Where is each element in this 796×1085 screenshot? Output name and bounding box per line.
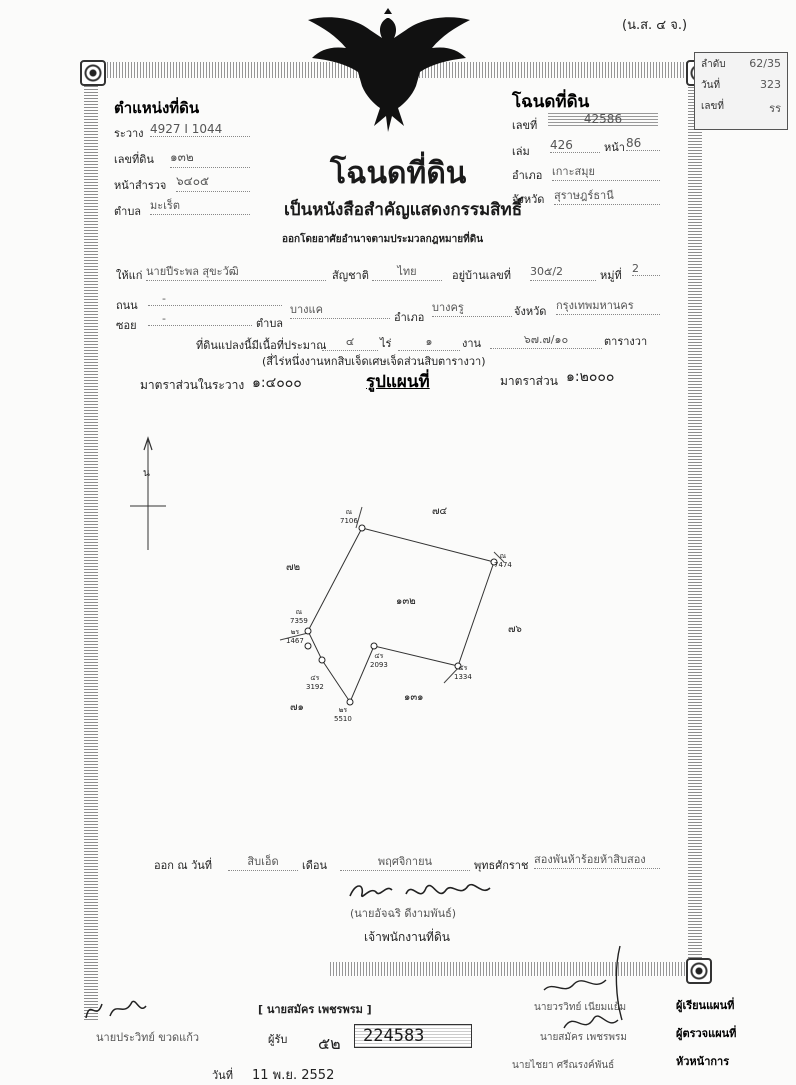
map-title: รูปแผนที่ [366,372,430,392]
serial-number: 224583 [354,1024,472,1048]
boundary-marker [371,643,377,649]
survey-value: ๖๔๐๕ [176,172,250,192]
name-stamp: [ นายสมัคร เพชรพรม ] [258,1003,372,1016]
garuda-emblem-icon [300,8,475,133]
book-value: 426 [550,138,600,153]
owner-province-value: กรุงเทพมหานคร [556,296,660,315]
stamp-value: รร [769,102,781,115]
point-label: ๔ร 1334 [454,664,472,681]
nationality-label: สัญชาติ [332,269,369,282]
date-stamp: 11 พ.ย. 2552 [252,1068,335,1083]
border-left [84,60,98,1020]
signature-icon [346,876,496,906]
parcel-map [100,420,680,740]
boundary-marker [347,699,353,705]
owner-name: นายปีระพล สุขะวัฒิ [146,262,326,281]
code-value: ๕๒ [318,1034,341,1053]
boundary-marker [319,657,325,663]
issued-label: ออก ณ วันที่ [154,859,213,872]
tambon-label: ตำบล [114,205,142,218]
survey-label: หน้าสำรวจ [114,179,167,192]
border-right [688,70,702,970]
date-prefix: วันที่ [212,1069,233,1082]
scale-left-value: ๑:๔๐๐๐ [252,375,302,391]
scale-right-value: ๑:๒๐๐๐ [566,369,615,385]
official-role: ผู้ตรวจแผนที่ [676,1027,737,1040]
moo-label: หมู่ที่ [600,269,622,282]
area-rai-value: ๔ [322,332,378,351]
to-label: ให้แก่ [116,269,143,282]
registry-stamp [694,52,788,130]
issued-year: สองพันห้าร้อยห้าสิบสอง [534,850,660,869]
scale-right-label: มาตราส่วน [500,374,558,388]
sheet-label: ระวาง [114,127,144,140]
tambon-value: มะเร็ต [150,196,250,215]
official-name: นายไชยา ศรีณรงค์พันธ์ [512,1060,615,1071]
owner-tambon-value: บางแค [290,300,390,319]
neighbor-label: ๗๔ [432,506,448,517]
area-wa-value: ๖๗.๗/๑๐ [490,330,602,349]
official-signatures-icon [534,940,644,1050]
owner-tambon-label: ตำบล [256,317,284,330]
signatory-title: เจ้าพนักงานที่ดิน [364,930,450,944]
stamp-label: ลำดับ [701,59,726,70]
issued-day: สิบเอ็ด [228,852,298,871]
official-role: ผู้เรียนแผนที่ [676,999,735,1012]
month-label: เดือน [302,859,328,872]
owner-province-label: จังหวัด [514,305,547,318]
point-label: ๒ร 1467 [286,628,304,645]
parcel-number-label: ๑๓๒ [396,596,416,607]
owner-amphoe-value: บางครู [432,298,512,317]
signatory-name: (นายอัจฉริ ดีงามพันธ์) [350,907,457,920]
point-label: ณ 7474 [494,552,512,569]
point-label: ณ 7359 [290,608,308,625]
area-intro: ที่ดินแปลงนี้มีเนื้อที่ประมาณ [196,339,327,352]
border-bottom [330,962,710,976]
stamp-row [695,53,787,72]
area-rai-label: ไร่ [380,337,392,350]
page-label: หน้า [604,141,625,154]
handwritten-mark-icon [80,994,150,1024]
scale-left-label: มาตราส่วนในระวาง [140,378,245,392]
position-heading: ตำแหน่งที่ดิน [114,99,200,117]
parcel-value: ๑๓๒ [170,148,250,168]
amphoe-value: เกาะสมุย [552,162,660,181]
point-label: ๔ร 3192 [306,674,324,691]
road-label: ถนน [116,299,138,312]
point-label: ๒ร 5510 [334,706,352,723]
neighbor-label: ๗๖ [508,624,522,635]
form-code: (น.ส. ๔ จ.) [622,18,688,33]
north-label: น [143,468,150,479]
house-label: อยู่บ้านเลขที่ [452,269,512,282]
year-label: พุทธศักราช [474,859,529,872]
amphoe-label: อำเภอ [512,169,543,182]
corner-rosette-br [686,958,712,984]
issued-by-text: ออกโดยอาศัยอำนาจตามประมวลกฎหมายที่ดิน [282,234,484,245]
area-ngan-label: งาน [462,337,482,350]
sheet-value: 4927 I 1044 [150,122,250,137]
boundary-marker [359,525,365,531]
stamp-row [695,72,787,93]
page-value: 86 [626,136,660,151]
stamp-value: 323 [760,78,781,91]
nationality-value: ไทย [372,262,442,281]
official-name: นายวรวิทย์ เนียมแย้ม [534,1002,627,1013]
area-ngan-value: ๑ [398,332,460,351]
witness-name: นายประวิทย์ ขวดแก้ว [96,1031,200,1044]
point-label: ณ 7106 [340,508,358,525]
area-wa-label: ตารางวา [604,335,648,348]
province-label: จังหวัด [512,193,545,206]
moo-value: 2 [632,262,660,276]
stamp-label: เลขที่ [701,101,724,112]
owner-amphoe-label: อำเภอ [394,311,425,324]
point-label: ๔ร 2093 [370,652,388,669]
boundary-marker [305,628,311,634]
province-value: สุราษฎร์ธานี [554,186,660,205]
deed-no-label: เลขที่ [512,119,538,132]
corner-rosette-tl [80,60,106,86]
north-arrow-icon [130,438,166,550]
road-value: - [148,292,282,306]
stamp-value: 62/35 [749,57,781,70]
official-role: หัวหน้าการ [676,1055,730,1068]
document-subtitle: เป็นหนังสือสำคัญแสดงกรรมสิทธิ์ [284,200,523,220]
area-note: (สี่ไร่หนึ่งงานหกสิบเจ็ดเศษเจ็ดส่วนสิบตารางวา) [262,355,486,368]
book-label: เล่ม [512,145,530,158]
stamp-row [695,93,787,117]
parcel-label: เลขที่ดิน [114,153,154,166]
boundary-marker [305,643,311,649]
deed-no-value: 42586 [548,112,658,126]
deed-heading: โฉนดที่ดิน [512,92,590,112]
neighbor-label: ๑๓๑ [404,692,424,703]
soi-label: ซอย [116,319,137,332]
soi-value: - [148,312,252,326]
neighbor-label: ๗๑ [290,702,304,713]
house-no-value: 30๕/2 [530,262,596,281]
neighbor-label: ๗๒ [286,562,301,573]
stamp-label: วันที่ [701,80,721,91]
official-name: นายสมัคร เพชรพรม [540,1032,627,1043]
witness-role: ผู้รับ [268,1033,288,1046]
issued-month: พฤศจิกายน [340,852,470,871]
document-title: โฉนดที่ดิน [330,156,467,191]
